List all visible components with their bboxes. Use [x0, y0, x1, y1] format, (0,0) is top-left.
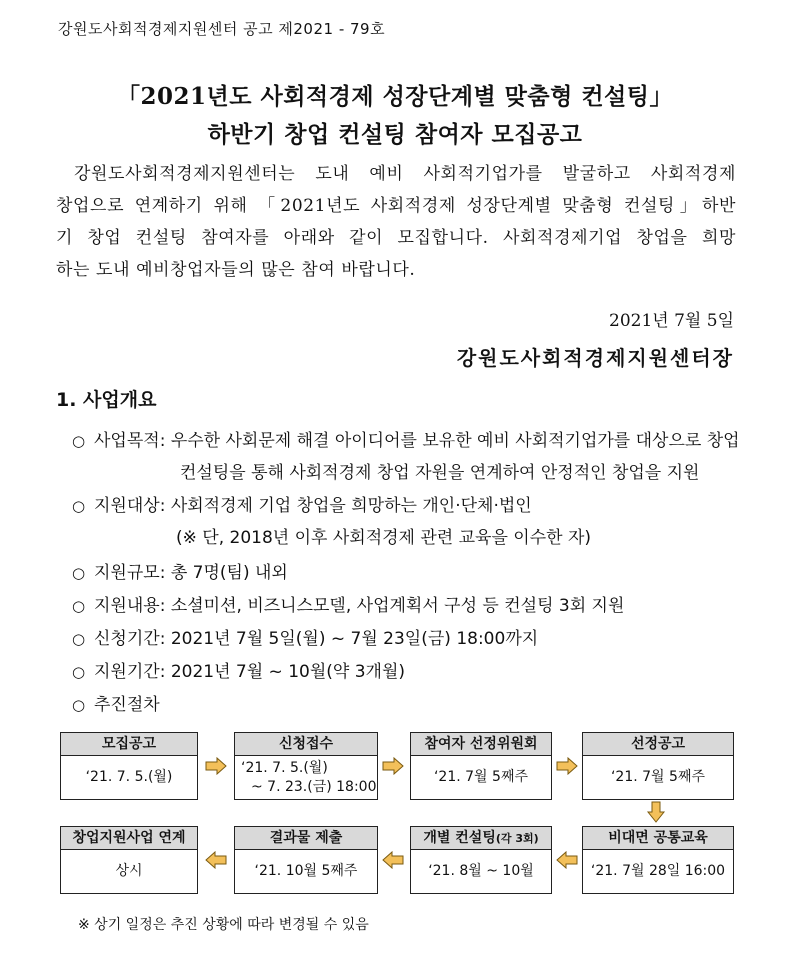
- intro-line: 하는 도내 예비창업자들의 많은 참여 바랍니다.: [56, 260, 416, 280]
- item-text: 2021년 7월 ~ 10월(약 3개월): [170, 662, 406, 682]
- step-title: 결과물 제출: [235, 827, 377, 850]
- item-purpose: [72, 426, 740, 451]
- item-text: 사회적경제 기업 창업을 희망하는 개인·단체·법인: [170, 496, 532, 516]
- step-application: [234, 732, 378, 800]
- step-result-submission: [234, 826, 378, 894]
- bullet-circle-icon: ○: [72, 696, 86, 714]
- step-individual-consulting: [410, 826, 552, 894]
- intro-line: 강원도사회적경제지원센터는 도내 예비 사회적기업가를 발굴하고 사회적경제: [74, 164, 736, 184]
- arrow-right-icon: [382, 757, 404, 775]
- item-text: 소셜미션, 비즈니스모델, 사업계획서 구성 등 컨설팅 3회 지원: [170, 596, 625, 616]
- step-title-text: 개별 컨설팅: [423, 830, 496, 846]
- item-target-cont: (※ 단, 2018년 이후 사회적경제 관련 교육을 이수한 자): [176, 528, 592, 548]
- item-text: 총 7명(팀) 내외: [170, 563, 288, 583]
- item-label: 지원내용:: [94, 596, 166, 616]
- intro-paragraph: [56, 158, 736, 286]
- item-label: 추진절차: [94, 695, 160, 715]
- item-support-period: [72, 657, 405, 682]
- step-selection-committee: [410, 732, 552, 800]
- step-common-education: [582, 826, 734, 894]
- step-body: ‘21. 7월 5째주: [433, 769, 528, 785]
- arrow-left-icon: [205, 851, 227, 869]
- arrow-left-icon: [382, 851, 404, 869]
- item-procedure: [72, 690, 160, 715]
- step-startup-link: [60, 826, 198, 894]
- footnote: ※ 상기 일정은 추진 상황에 따라 변경될 수 있음: [78, 917, 369, 933]
- step-body: ‘21. 7월 28일 16:00: [590, 863, 726, 879]
- arrow-right-icon: [205, 757, 227, 775]
- bullet-circle-icon: ○: [72, 564, 86, 582]
- step-title: 선정공고: [583, 733, 733, 756]
- step-title: 신청접수: [235, 733, 377, 756]
- step-title: 모집공고: [61, 733, 197, 756]
- item-text: 2021년 7월 5일(월) ~ 7월 23일(금) 18:00까지: [170, 629, 539, 649]
- notice-date: 2021년 7월 5일: [609, 311, 734, 331]
- item-text: 우수한 사회문제 해결 아이디어를 보유한 예비 사회적기업가를 대상으로 창업: [170, 431, 740, 451]
- arrow-right-icon: [556, 757, 578, 775]
- step-title: 참여자 선정위원회: [411, 733, 551, 756]
- step-body-line: ‘21. 7. 5.(월): [241, 759, 328, 776]
- step-title: [411, 827, 551, 850]
- item-target: [72, 491, 532, 516]
- item-scale: [72, 558, 288, 583]
- arrow-left-icon: [556, 851, 578, 869]
- step-body: 상시: [115, 863, 143, 879]
- item-label: 지원대상:: [94, 496, 166, 516]
- title-line-2: 하반기 창업 컨설팅 참여자 모집공고: [207, 121, 583, 148]
- step-recruit-notice: [60, 732, 198, 800]
- intro-line: 창업으로 연계하기 위해 「2021년도 사회적경제 성장단계별 맞춤형 컨설팅」하반: [56, 196, 736, 216]
- arrow-down-icon: [646, 801, 666, 823]
- step-body: ‘21. 8월 ~ 10월: [428, 863, 534, 879]
- step-title-small: (각 3회): [495, 832, 539, 845]
- item-content: [72, 591, 624, 616]
- item-apply-period: [72, 624, 538, 649]
- bullet-circle-icon: ○: [72, 432, 86, 450]
- bullet-circle-icon: ○: [72, 663, 86, 681]
- title-line-1: 「2021년도 사회적경제 성장단계별 맞춤형 컨설팅」: [117, 83, 673, 110]
- signer: 강원도사회적경제지원센터장: [456, 346, 734, 370]
- bullet-circle-icon: ○: [72, 630, 86, 648]
- item-label: 신청기간:: [94, 629, 166, 649]
- step-title: 비대면 공통교육: [583, 827, 733, 850]
- item-label: 사업목적:: [94, 431, 166, 451]
- bullet-circle-icon: ○: [72, 597, 86, 615]
- step-title: 창업지원사업 연계: [61, 827, 197, 850]
- intro-line: 기 창업 컨설팅 참여자를 아래와 같이 모집합니다. 사회적경제기업 창업을 희망: [56, 228, 736, 248]
- step-body-line: ~ 7. 23.(금) 18:00: [251, 778, 377, 795]
- item-label: 지원기간:: [94, 662, 166, 682]
- section-title: 1. 사업개요: [56, 389, 157, 411]
- item-label: 지원규모:: [94, 563, 166, 583]
- bullet-circle-icon: ○: [72, 497, 86, 515]
- step-body: ‘21. 7. 5.(월): [85, 769, 173, 785]
- item-purpose-cont: 컨설팅을 통해 사회적경제 창업 자원을 연계하여 안정적인 창업을 지원: [180, 463, 700, 483]
- step-body: ‘21. 10월 5째주: [254, 863, 358, 879]
- step-selection-notice: [582, 732, 734, 800]
- step-body: ‘21. 7월 5째주: [610, 769, 705, 785]
- notice-number: 강원도사회적경제지원센터 공고 제2021 - 79호: [58, 20, 386, 38]
